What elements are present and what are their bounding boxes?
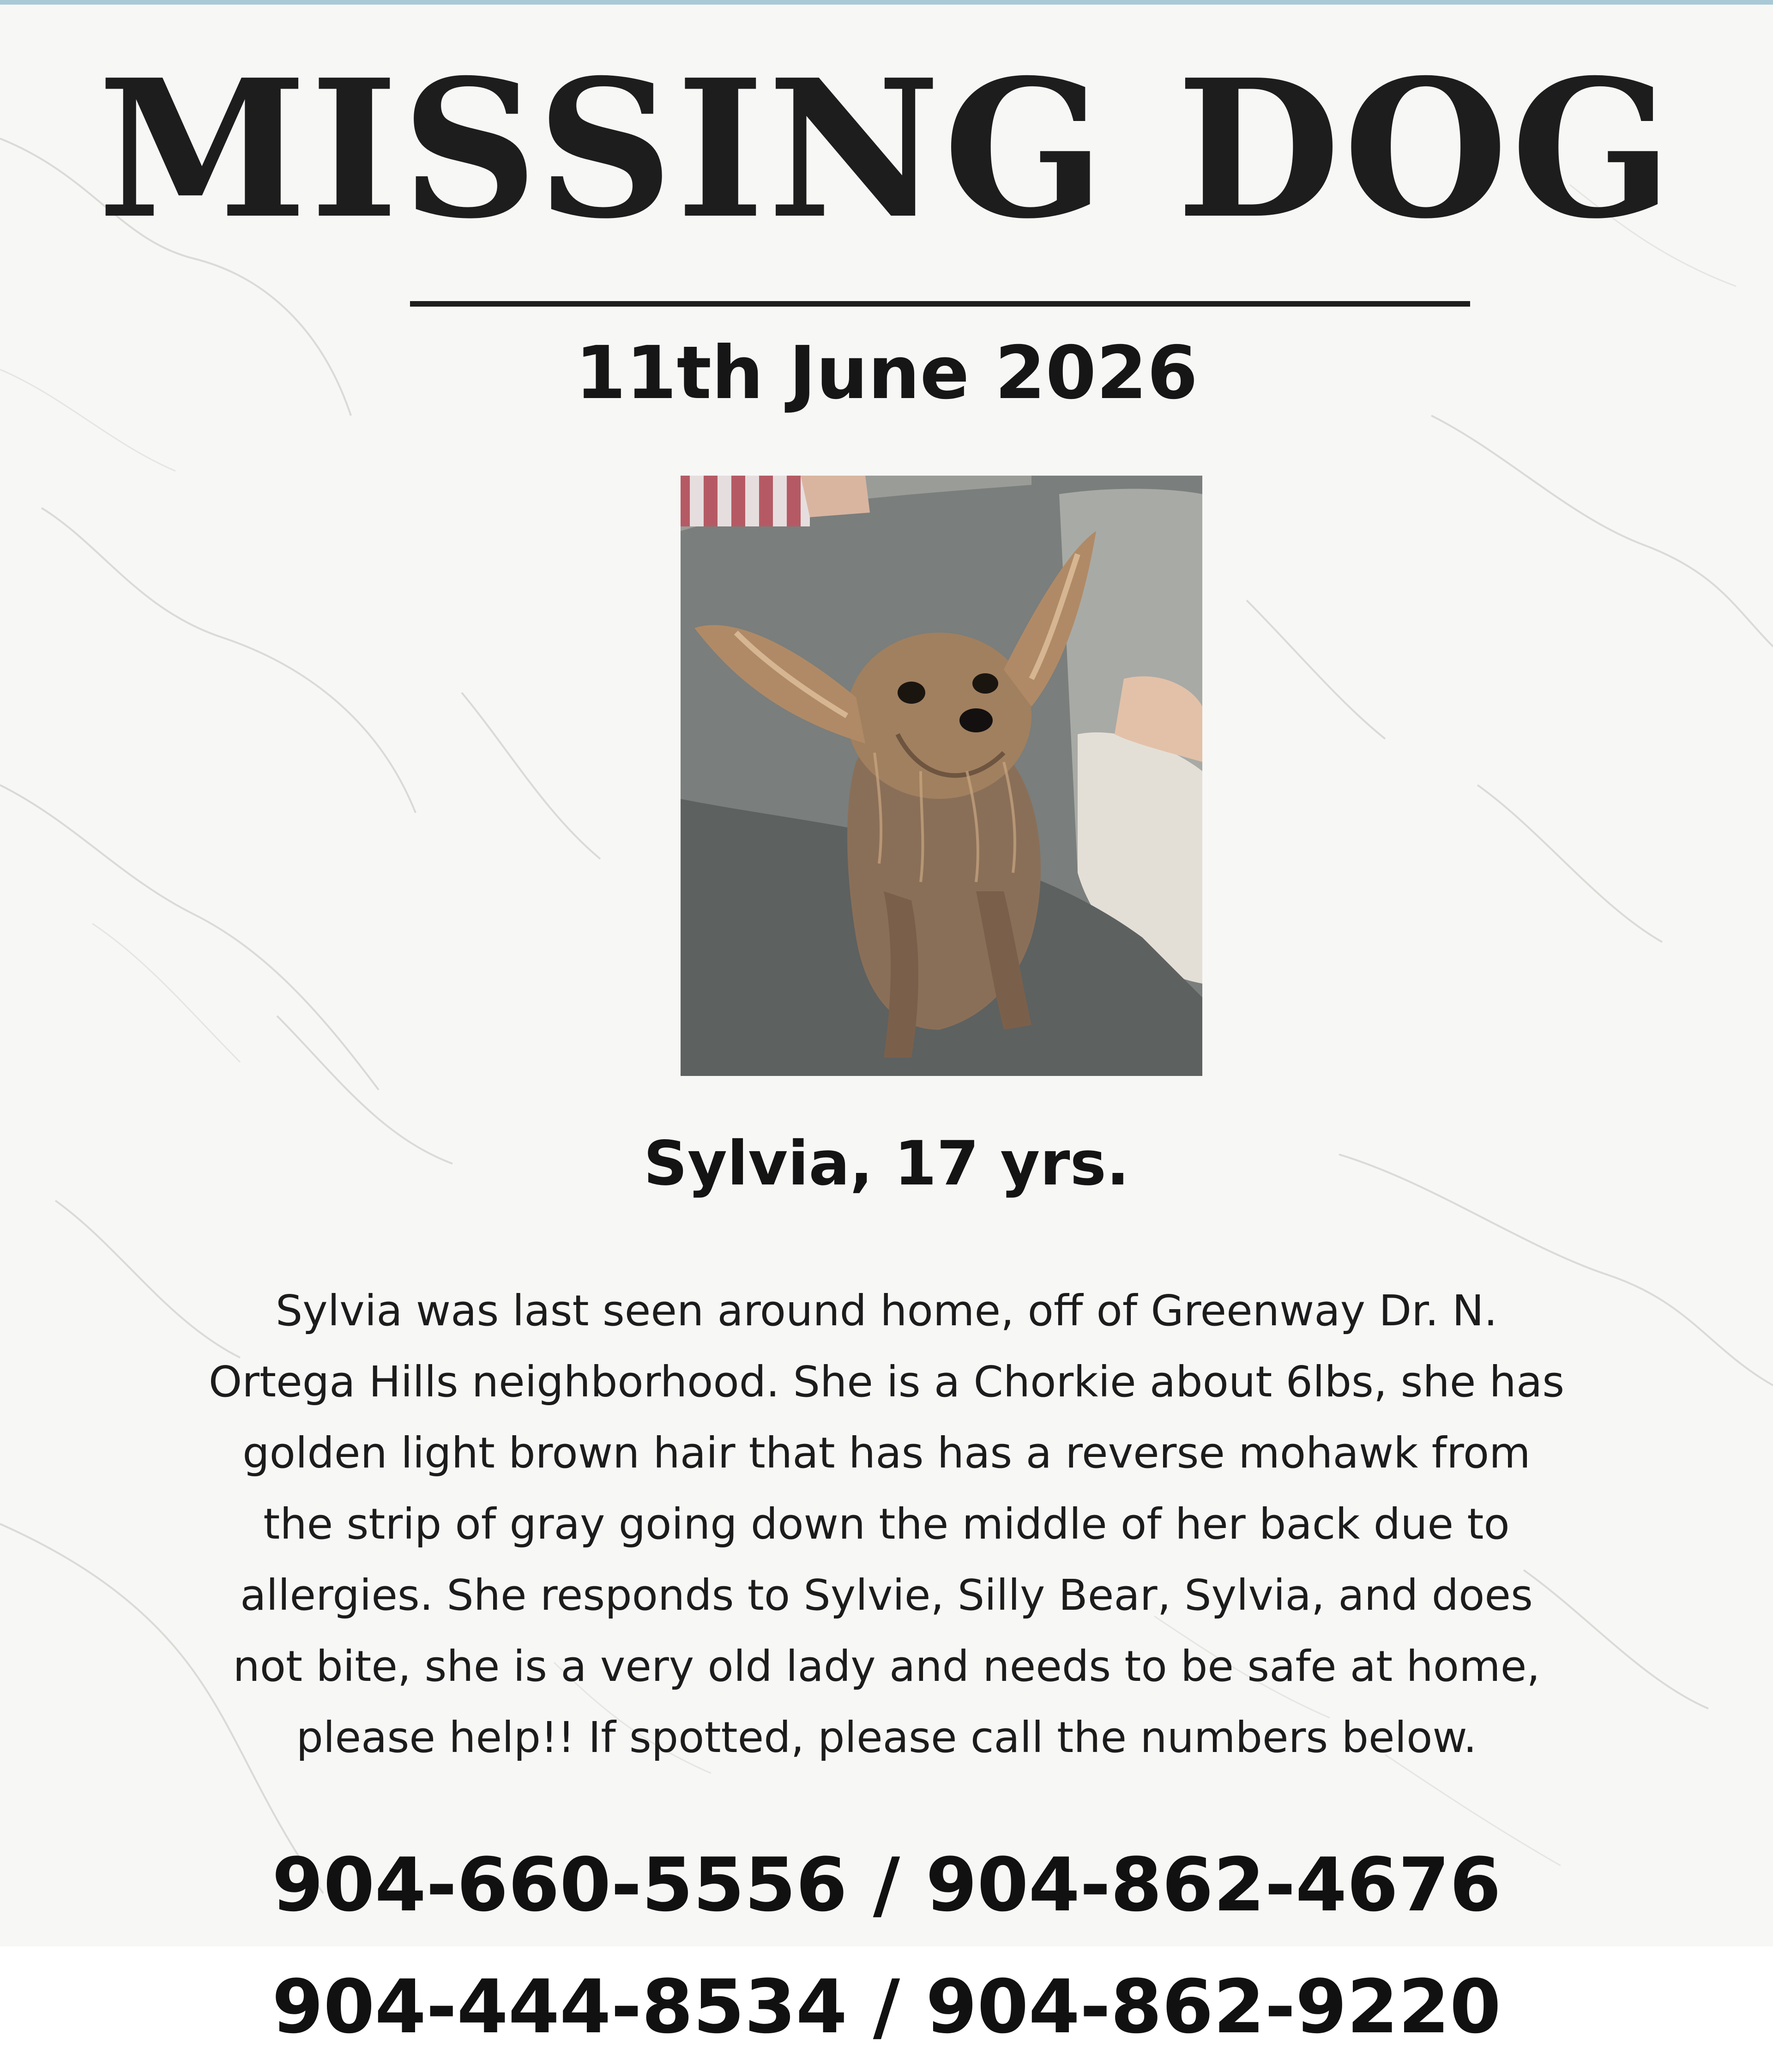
missing-date: 11th June 2026 [575, 331, 1198, 416]
title-divider [410, 301, 1470, 307]
dog-name-age: Sylvia, 17 yrs. [643, 1128, 1130, 1199]
dog-photo [681, 476, 1202, 1076]
phone-numbers-primary: 904-660-5556 / 904-862-4676 [271, 1842, 1502, 1928]
phone-numbers-secondary: 904-444-8534 / 904-862-9220 [271, 1963, 1502, 2050]
page-title: MISSING DOG [97, 38, 1676, 260]
description: Sylvia was last seen around home, off of Greenway Dr. N. Ortega Hills neighborhood. She is a Chorkie about 6lbs, she has golden light brown hair that has has a reverse mohawk from the strip of gray going down the middle of her back due to allergies. She responds to Sylvie, Silly Bear, Sylvia, and does not bite, she is a very old lady and needs to be safe at home, please help!! If spotted, please call the numbers below. [208, 1286, 1565, 1762]
